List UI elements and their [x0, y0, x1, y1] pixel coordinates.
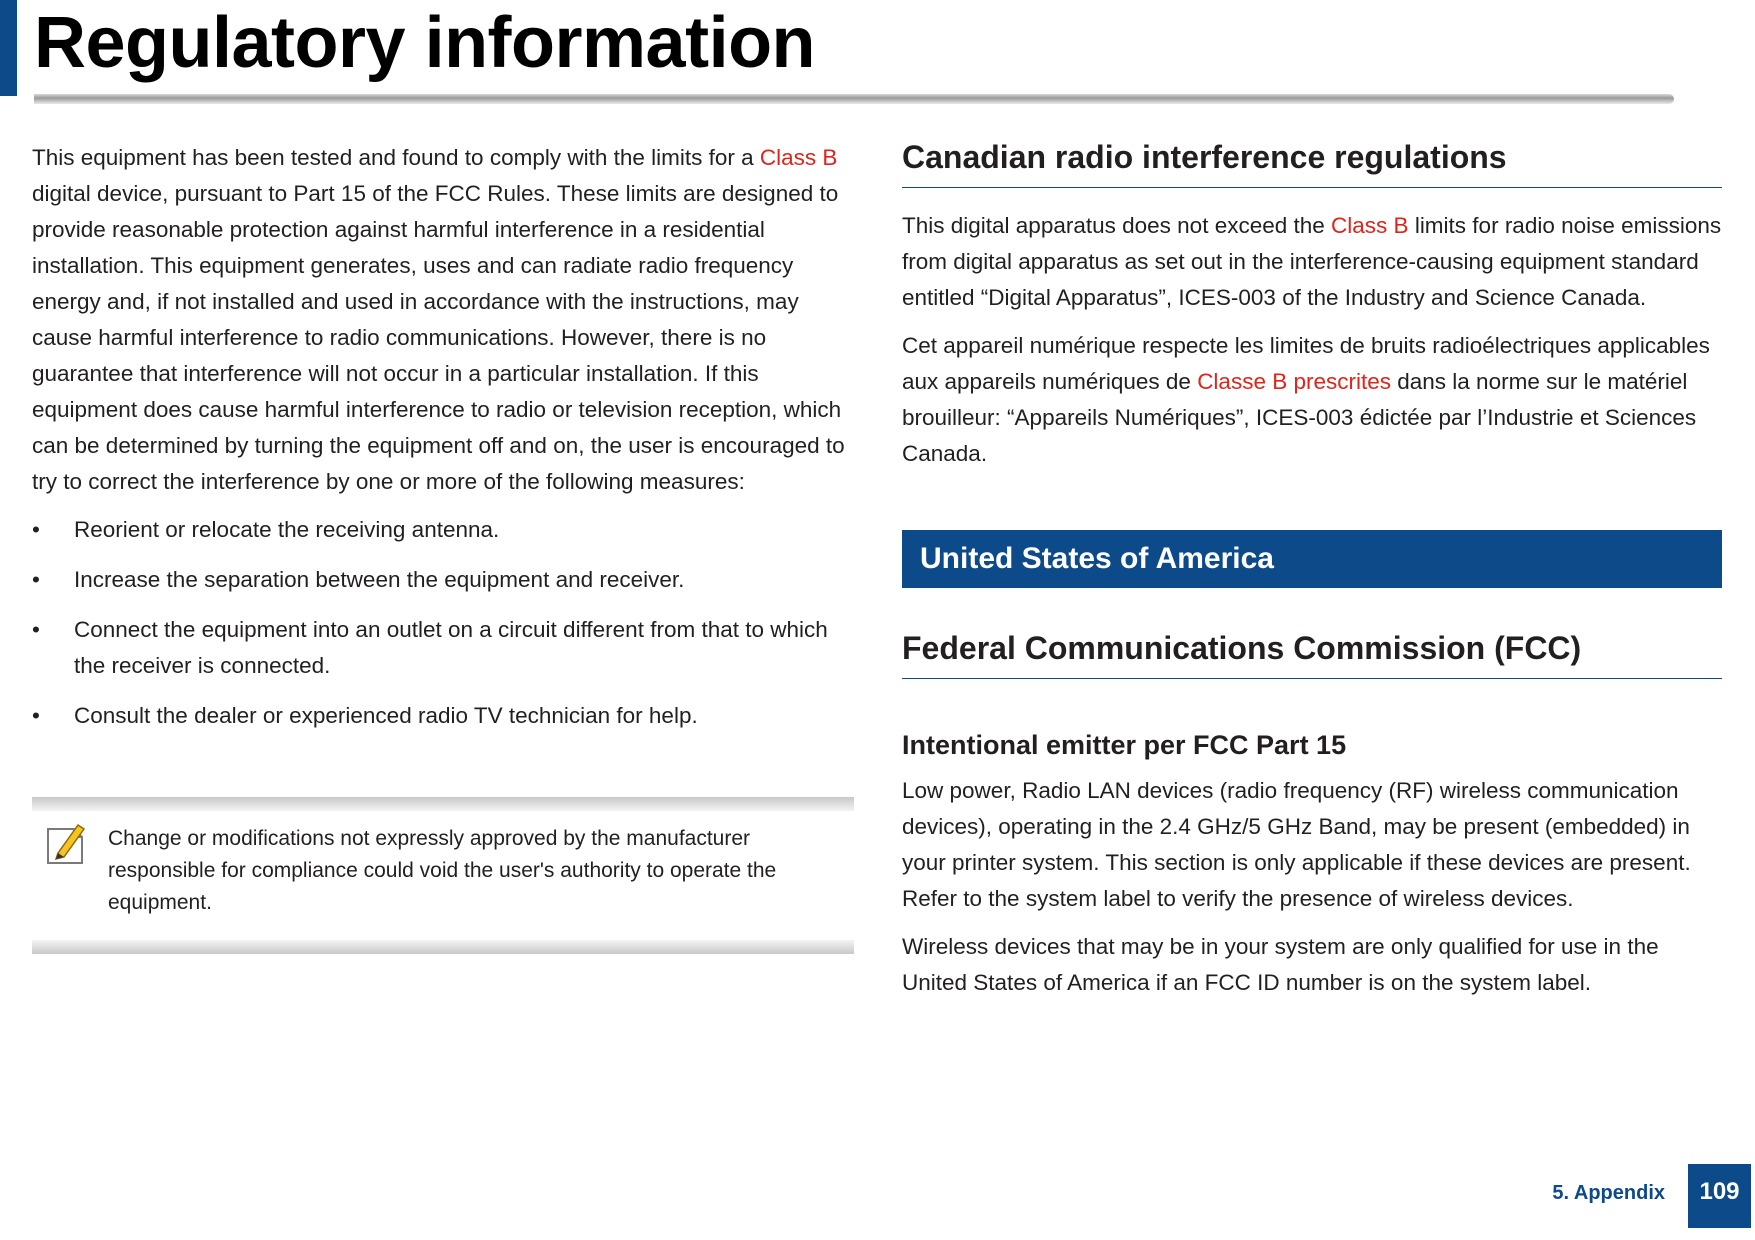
canada-text: This digital apparatus does not exceed the — [902, 213, 1332, 238]
left-column — [32, 140, 852, 748]
classe-b-link[interactable]: Classe B prescrites — [1197, 369, 1391, 394]
measures-list — [32, 512, 852, 734]
list-item-text: Consult the dealer or experienced radio TV technician for help. — [74, 703, 698, 728]
emitter-paragraph-2: Wireless devices that may be in your system are only qualified for use in the United States of America if an FCC ID number is on the system label. — [902, 934, 1659, 995]
list-item — [32, 512, 852, 548]
page-number: 109 — [1688, 1164, 1751, 1228]
intro-paragraph — [32, 140, 852, 500]
bullet-icon: • — [32, 703, 40, 728]
note-box — [32, 797, 854, 954]
list-item-text: Connect the equipment into an outlet on a circuit different from that to which the receiver is connected. — [74, 617, 828, 678]
title-divider — [34, 94, 1674, 104]
note-top-border — [32, 797, 854, 811]
emitter-paragraph-1: Low power, Radio LAN devices (radio frequency (RF) wireless communication devices), operating in the 2.4 GHz/5 GHz Band, may be present (embedded) in your printer system. This section is only applicable if these devices are present. Refer to the system label to verify the presence of wireless devices. — [902, 778, 1691, 911]
list-item — [32, 562, 852, 598]
bullet-icon: • — [32, 567, 40, 592]
heading-divider — [902, 187, 1722, 188]
usa-section-band: United States of America — [902, 530, 1722, 588]
note-bottom-border — [32, 940, 854, 954]
list-item-text: Increase the separation between the equipment and receiver. — [74, 567, 685, 592]
title-accent-bar — [0, 0, 17, 96]
list-item — [32, 612, 852, 684]
list-item-text: Reorient or relocate the receiving antenna. — [74, 517, 500, 542]
bullet-icon: • — [32, 617, 40, 642]
footer-section-label: 5. Appendix — [1552, 1182, 1665, 1204]
heading-divider — [902, 678, 1722, 679]
canada-paragraph-fr — [902, 328, 1722, 472]
intro-text-start: This equipment has been tested and found to comply with the limits for a — [32, 145, 760, 170]
canada-heading: Canadian radio interference regulations — [902, 139, 1507, 175]
note-pencil-icon — [44, 821, 88, 867]
class-b-link[interactable]: Class B — [759, 145, 838, 170]
canada-paragraph-en — [902, 208, 1722, 316]
right-column — [902, 135, 1722, 1001]
note-text: Change or modifications not expressly approved by the manufacturer responsible for compliance could void the user's authority to operate the equipment. — [108, 827, 777, 914]
canada-text: limits for radio noise emissions from digital apparatus as set out in the interference-causing equipment standard entitled “Digital Apparatus”, ICES-003 of the Industry and Science Canada. — [902, 213, 1722, 310]
page-title: Regulatory information — [34, 3, 816, 83]
list-item — [32, 698, 852, 734]
class-b-link[interactable]: Class B — [1331, 213, 1409, 238]
intro-text-end: digital device, pursuant to Part 15 of the FCC Rules. These limits are designed to provide reasonable protection against harmful interference in a residential installation. This equipment generates, uses and can radiate radio frequency energy and, if not installed and used in accordance with the instructions, may cause harmful interference to radio communications. However, there is no guarantee that interference will not occur in a particular installation. If this equipment does cause harmful interference to radio or television reception, which can be determined by turning the equipment off and on, the user is encouraged to try to correct the interference by one or more of the following measures: — [32, 181, 845, 494]
emitter-heading: Intentional emitter per FCC Part 15 — [902, 730, 1347, 760]
fcc-heading: Federal Communications Commission (FCC) — [902, 630, 1582, 666]
canada-text: dans la norme sur le matériel brouilleur: “Appareils Numériques”, ICES-003 édictée par l’Industrie et Sciences Canada. — [902, 369, 1697, 466]
canada-text: Cet appareil numérique respecte les limites de bruits radioélectriques applicables aux appareils numériques de — [902, 333, 1710, 394]
bullet-icon: • — [32, 517, 40, 542]
